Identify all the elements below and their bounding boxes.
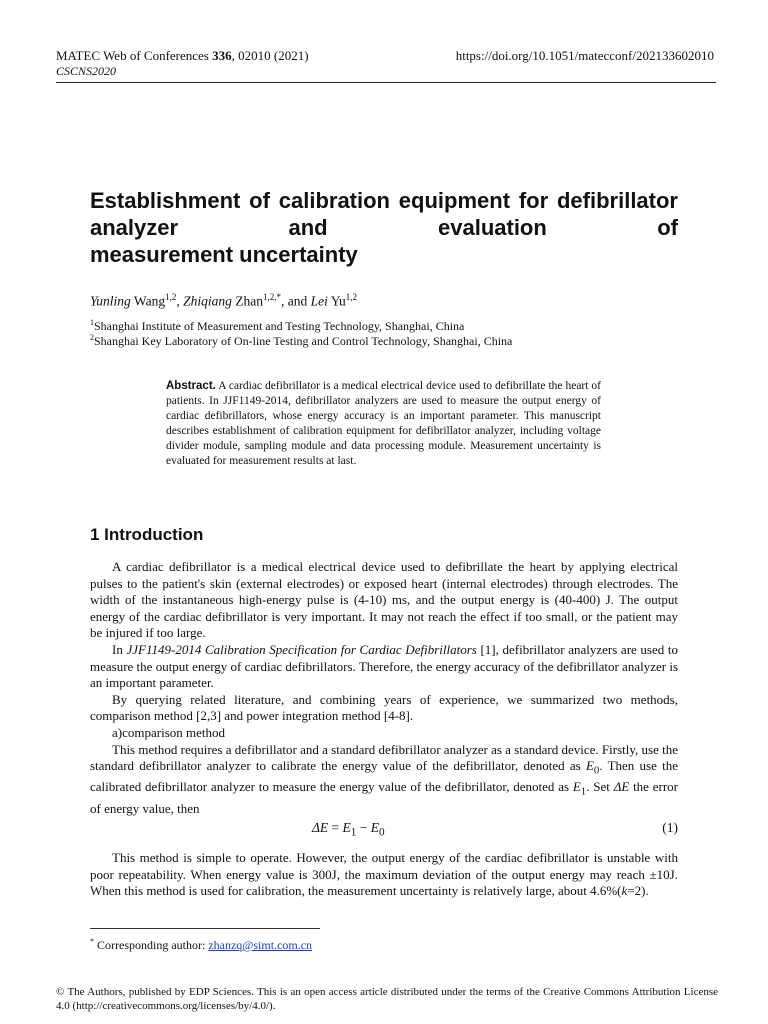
text-run: . Set <box>586 779 614 795</box>
symbol-k: k <box>621 883 628 899</box>
journal-volume: 336 <box>212 48 232 63</box>
eq-e1-sub: 1 <box>350 826 357 839</box>
title-last-line: measurement uncertainty <box>90 242 358 267</box>
affiliation-mark: 2 <box>90 333 94 342</box>
eq-e1: E <box>342 820 351 835</box>
abstract <box>166 379 601 469</box>
paragraph <box>90 742 678 818</box>
equation-1 <box>90 820 678 840</box>
text-run: In <box>112 641 127 657</box>
journal-citation <box>56 48 309 63</box>
abstract-text: A cardiac defibrillator is a medical electrical device used to defibrillate the heart of patients. In JJF1149-2014, defibrillator analyzers are used to measure the output energy of cardiac defibrillators, whose energy accuracy is an important parameter. This manuscript describes establishment of calibration equipment for defibrillator analyzer, including voltage divider module, sampling module and data processing module. Measurement uncertainty is evaluated for measurement results at last. <box>166 380 601 467</box>
author-family-name: Yu <box>327 293 346 309</box>
doi-link[interactable]: https://doi.org/10.1051/matecconf/202133602010 <box>455 48 714 63</box>
text-run: =2). <box>627 883 649 899</box>
author-given-name: Yunling <box>90 293 131 309</box>
corresponding-email-link[interactable]: zhanzq@simt.com.cn <box>208 938 313 952</box>
equation-expression <box>312 820 385 839</box>
author-given-name: Zhiqiang <box>183 293 232 309</box>
cited-specification: JJF1149-2014 Calibration Specification for Cardiac Defibrillators <box>126 641 477 657</box>
body-text <box>90 559 678 817</box>
symbol-subscript: 1 <box>580 785 587 798</box>
text-run: . Then use the calibrated defibrillator analyzer to measure the energy value of the defibrillator, denoted as <box>90 758 678 795</box>
author-separator: , <box>176 293 184 309</box>
affiliation-1 <box>90 318 464 334</box>
paragraph <box>90 642 678 692</box>
footnote-mark: * <box>90 937 94 946</box>
author-family-name: Zhan <box>231 293 263 309</box>
text-run: This method is simple to operate. However, the output energy of the cardiac defibrillator is unstable with poor repeatability. When energy value is 300J, the maximum deviation of the output energy may reach ±10J. When this method is used for calibration, the measurement uncertainty is relatively large, about 4.6%( <box>90 850 678 899</box>
eq-equals: = <box>328 820 343 835</box>
footnote-label: Corresponding author: <box>94 938 209 952</box>
paragraph: By querying related literature, and combining years of experience, we summarized two methods, comparison method [2,3] and power integration method [4-8]. <box>90 691 678 724</box>
body-text-continued <box>90 850 678 900</box>
paper-title <box>90 187 678 268</box>
symbol-e: E <box>572 779 581 795</box>
author-family-name: Wang <box>130 293 166 309</box>
eq-lhs: ΔE <box>312 820 329 835</box>
author-affiliation-mark: 1,2 <box>165 292 177 302</box>
journal-prefix: MATEC Web of Conferences <box>56 48 213 63</box>
paragraph <box>90 850 678 900</box>
affiliation-text: Shanghai Key Laboratory of On-line Testing and Control Technology, Shanghai, China <box>94 334 513 348</box>
symbol-subscript: 0 <box>593 764 600 777</box>
method-label: a)comparison method <box>112 724 225 740</box>
affiliation-mark: 1 <box>90 318 94 327</box>
footnote-divider <box>90 928 320 929</box>
eq-e0-sub: 0 <box>379 826 385 839</box>
abstract-label: Abstract. <box>166 380 216 392</box>
symbol-e: E <box>585 758 594 774</box>
header-divider <box>56 82 716 83</box>
symbol-delta-e: ΔE <box>613 779 630 795</box>
section-heading-introduction: 1 Introduction <box>90 525 204 544</box>
conference-name: CSCNS2020 <box>56 64 117 78</box>
text-run: the error of energy value, then <box>90 779 679 816</box>
author-affiliation-mark: 1,2,* <box>262 292 281 302</box>
eq-e0: E <box>370 820 380 835</box>
footnote <box>90 937 312 953</box>
paragraph: A cardiac defibrillator is a medical electrical device used to defibrillate the heart by applying electrical pulses to the patient's skin (external electrodes) or exposed heart (internal electrodes) through electrodes. The width of the instantaneous high-energy pulse is (4-10) ms, and the output energy is (40-400) J. The output energy of the cardiac defibrillator is very important. It may not reach the effect if too small, or the patient may be injured if too large. <box>90 559 678 641</box>
author-affiliation-mark: 1,2 <box>345 292 357 302</box>
journal-issue-year: , 02010 (2021) <box>231 48 309 63</box>
eq-minus: − <box>356 820 371 835</box>
license-notice: © The Authors, published by EDP Sciences. This is an open access article distributed under the terms of the Creative Commons Attribution License 4.0 (http://creativecommons.org/licenses/by/4.0/). <box>56 986 718 1012</box>
affiliation-text: Shanghai Institute of Measurement and Testing Technology, Shanghai, China <box>94 319 465 333</box>
text-run: This method requires a defibrillator and a standard defibrillator analyzer as a standard device. Firstly, use the standard defibrillator analyzer to calibrate the energy value of the defibrillator, denoted as <box>90 741 678 774</box>
author-separator: , and <box>280 293 311 309</box>
title-main: Establishment of calibration equipment for defibrillator analyzer and evaluation of <box>90 188 678 240</box>
author-given-name: Lei <box>310 293 328 309</box>
equation-number: (1) <box>662 820 678 835</box>
author-list <box>90 292 357 310</box>
affiliation-2 <box>90 333 512 349</box>
text-run: [1], defibrillator analyzers are used to measure the output energy of cardiac defibrillators. Therefore, the energy accuracy of the defibrillator analyzer is an important parameter. <box>90 641 678 691</box>
